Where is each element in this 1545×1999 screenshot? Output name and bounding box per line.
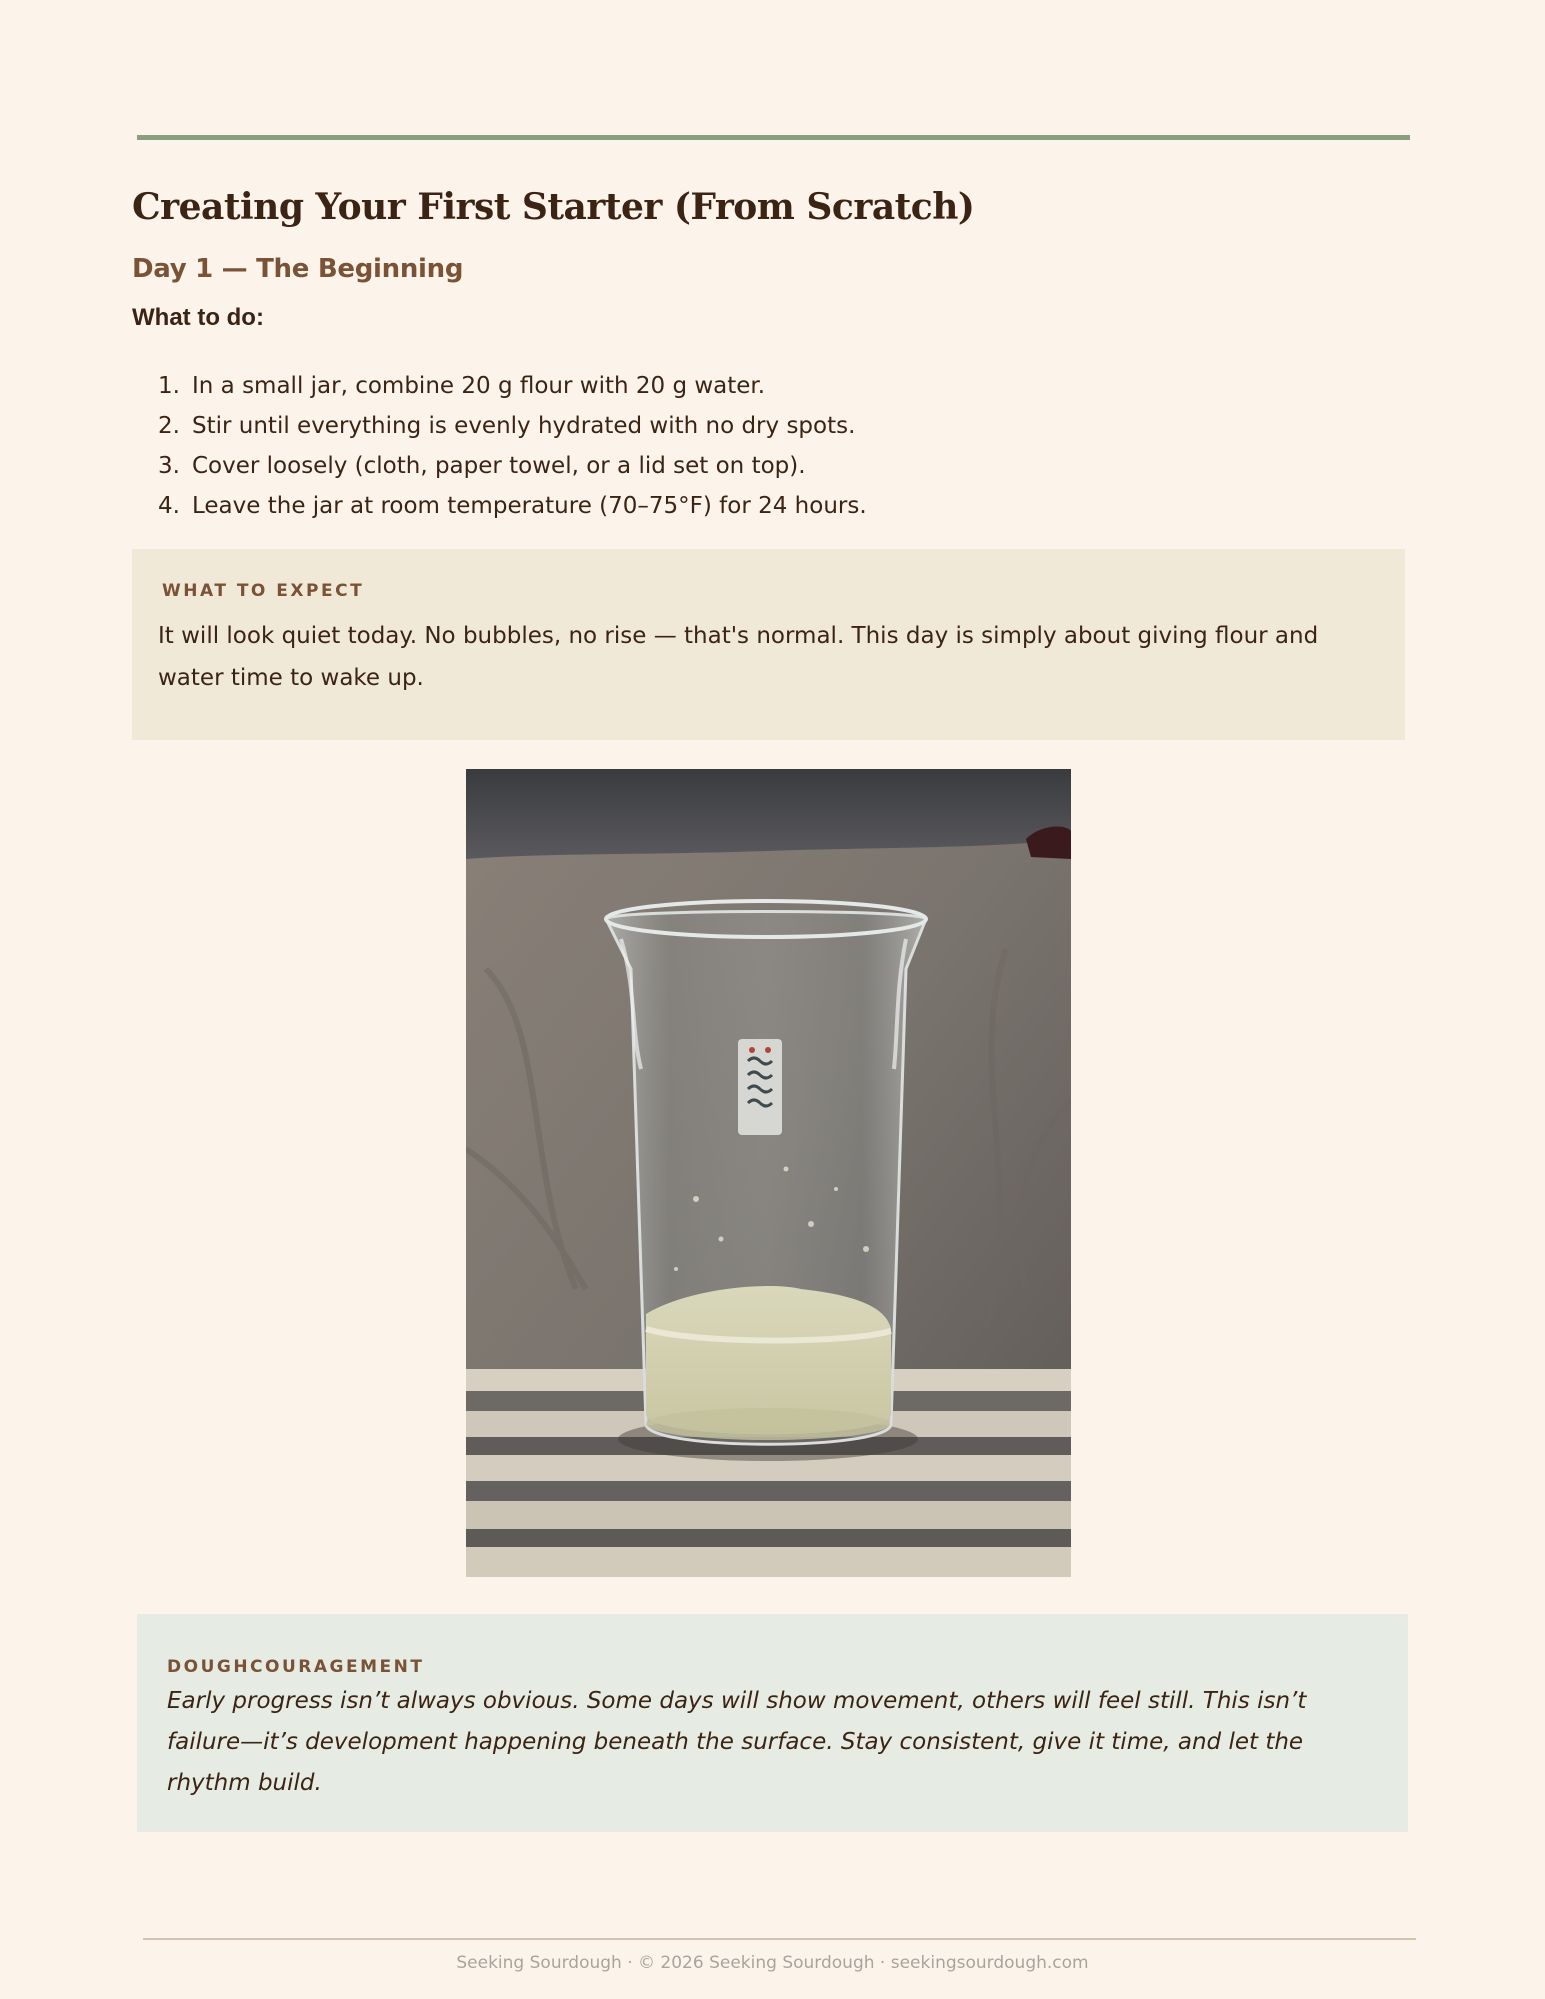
top-divider <box>137 135 1410 140</box>
step-number: 3. <box>158 453 180 479</box>
step-text: In a small jar, combine 20 g flour with 20 g water. <box>192 373 766 399</box>
callout-label: DOUGHCOURAGEMENT <box>167 1657 425 1677</box>
page-title: Creating Your First Starter (From Scratch) <box>132 186 975 228</box>
step-number: 1. <box>158 373 180 399</box>
step-text: Cover loosely (cloth, paper towel, or a lid set on top). <box>192 453 806 479</box>
step-item <box>132 406 867 446</box>
step-number: 4. <box>158 493 180 519</box>
what-to-expect-callout <box>132 549 1405 740</box>
doughcouragement-callout <box>137 1614 1408 1832</box>
callout-text: It will look quiet today. No bubbles, no rise — that's normal. This day is simply about giving flour and water time to wake up. <box>158 623 1319 691</box>
starter-jar-photo <box>466 769 1071 1577</box>
footer-divider <box>143 1938 1416 1940</box>
step-text: Leave the jar at room temperature (70–75°F) for 24 hours. <box>192 493 867 519</box>
callout-text: Early progress isn’t always obvious. Some days will show movement, others will feel still. This isn’t failure—it’s development happening beneath the surface. Stay consistent, give it time, and let the rhythm build. <box>167 1688 1307 1796</box>
step-item <box>132 446 867 486</box>
callout-label: WHAT TO EXPECT <box>162 581 365 601</box>
footer-text: Seeking Sourdough · © 2026 Seeking Sourdough · seekingsourdough.com <box>456 1953 1089 1973</box>
day-heading: Day 1 — The Beginning <box>132 254 464 284</box>
steps-list <box>132 366 867 526</box>
step-item <box>132 366 867 406</box>
step-text: Stir until everything is evenly hydrated with no dry spots. <box>192 413 856 439</box>
step-number: 2. <box>158 413 180 439</box>
todo-label: What to do: <box>132 304 264 331</box>
step-item <box>132 486 867 526</box>
